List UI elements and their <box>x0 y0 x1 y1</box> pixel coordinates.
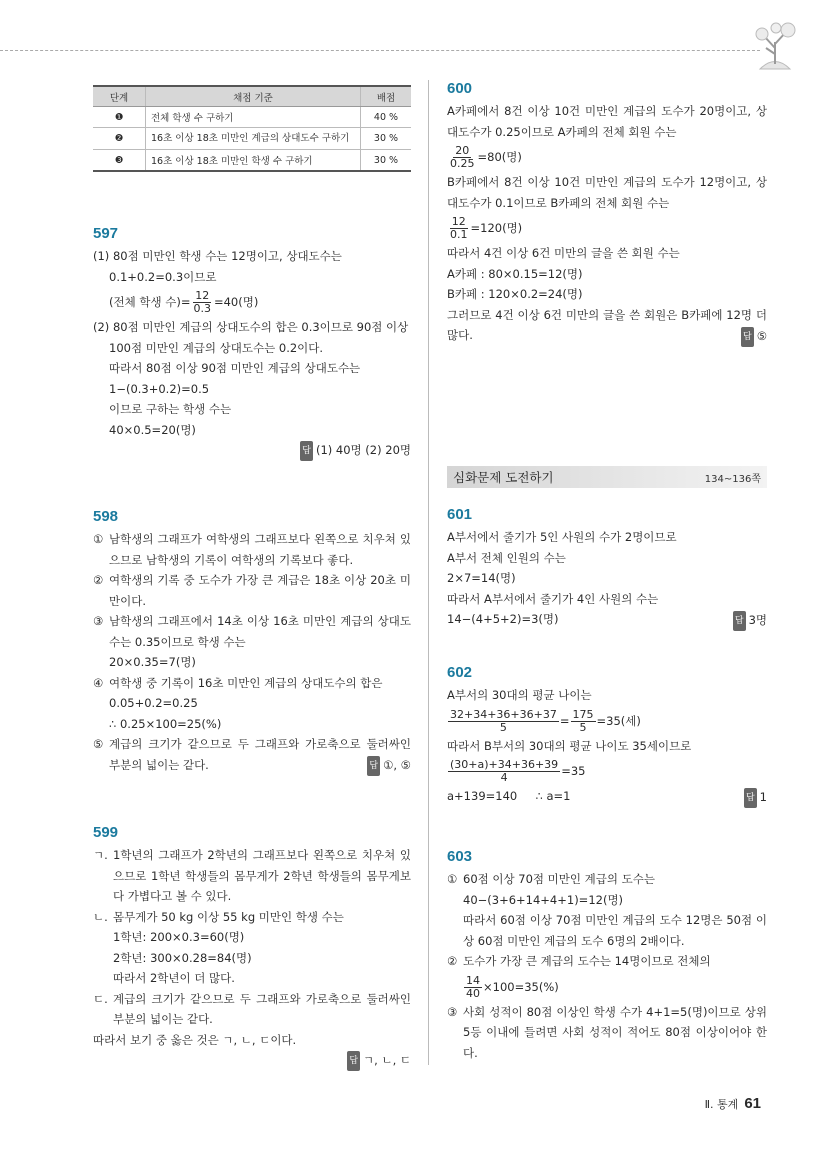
answer-badge: 답 <box>300 441 313 461</box>
problem-number: 597 <box>93 225 119 242</box>
solution-line: (2) 80점 미만인 계급의 상대도수의 합은 0.3이므로 90점 이상 <box>93 320 409 334</box>
list-item <box>93 611 411 652</box>
item-marker: ⑤ <box>93 737 104 751</box>
denominator: 0.25 <box>450 157 475 170</box>
expr-text: =40(명) <box>213 295 259 309</box>
answer <box>447 326 767 347</box>
table-cell: 40 % <box>361 107 412 128</box>
list-item <box>93 989 411 1030</box>
section-header <box>447 466 767 488</box>
item-marker: ㄴ. <box>93 909 108 924</box>
denominator: 0.1 <box>450 228 468 241</box>
answer-text: ①, ⑤ <box>383 758 411 772</box>
item-marker: ④ <box>93 675 104 690</box>
expr-text: =80(명) <box>477 150 522 164</box>
solution-line <box>447 756 767 786</box>
solution-line: 100점 미만인 계급의 상대도수는 0.2이다. <box>109 340 324 355</box>
table-cell: 16초 이상 18초 미만인 학생 수 구하기 <box>146 150 361 172</box>
list-item <box>93 734 411 775</box>
item-text: 계급의 크기가 같으므로 두 그래프와 가로축으로 둘러싸인 부분의 넓이는 같다. <box>109 737 411 772</box>
fraction <box>448 759 560 784</box>
item-text: 1학년의 그래프가 2학년의 그래프보다 왼쪽으로 치우쳐 있으므로 1학년 학생들의 몸무게가 2학년 학생들의 몸무게보다 가볍다고 볼 수 있다. <box>113 848 411 903</box>
fraction <box>448 145 477 170</box>
solution-line: 1−(0.3+0.2)=0.5 <box>109 381 210 396</box>
list-item <box>447 869 767 890</box>
solution-line: 따라서 2학년이 더 많다. <box>113 971 235 985</box>
solution-line: A부서 전체 인원의 수는 <box>447 550 566 565</box>
solution-line <box>447 142 767 172</box>
solution-line: B카페에서 8건 이상 10건 미만인 계급의 도수가 12명이고, 상대도수가 0.1이므로 B카페의 전체 회원 수는 <box>447 175 767 210</box>
item-text: 도수가 가장 큰 계급의 도수는 14명이므로 전체의 <box>463 954 711 968</box>
solution-line: 1학년: 200×0.3=60(명) <box>113 930 245 944</box>
item-marker: ③ <box>93 614 104 628</box>
fraction <box>448 216 470 241</box>
answer-text: (1) 40명 (2) 20명 <box>315 443 411 457</box>
fraction <box>464 975 482 1000</box>
problem-number: 600 <box>447 80 473 97</box>
tree-illustration-icon <box>740 14 810 74</box>
numerator: 175 <box>572 707 594 721</box>
solution-line <box>93 287 411 317</box>
answer <box>93 440 411 461</box>
item-text: 60점 이상 70점 미만인 계급의 도수는 <box>463 872 655 886</box>
answer-text: 3명 <box>748 612 767 627</box>
fraction <box>571 709 596 734</box>
denominator: 5 <box>579 720 587 734</box>
list-item <box>93 529 411 570</box>
solution-line: 20×0.35=7(명) <box>109 655 196 669</box>
table-header: 단계 <box>93 86 146 107</box>
solution-line <box>447 706 767 736</box>
table-cell: ❷ <box>93 128 146 150</box>
list-item <box>93 907 411 928</box>
solution-line: ∴ 0.25×100=25(%) <box>109 716 222 731</box>
item-marker: ① <box>447 872 458 886</box>
item-text: 남학생의 그래프가 여학생의 그래프보다 왼쪽으로 치우쳐 있으므로 남학생의 기록이 여학생의 기록보다 좋다. <box>109 532 411 567</box>
item-text: 몸무게가 50 kg 이상 55 kg 미만인 학생 수는 <box>113 909 344 924</box>
problem-597 <box>93 225 411 461</box>
table-header: 배점 <box>361 86 412 107</box>
table-row <box>93 150 411 172</box>
fraction <box>448 709 559 734</box>
list-item <box>447 951 767 972</box>
solution-line: 40−(3+6+14+4+1)=12(명) <box>463 892 624 907</box>
problem-602 <box>447 664 767 808</box>
expr-text: =35(세) <box>596 713 641 728</box>
header-rule <box>0 50 760 51</box>
numerator: 14 <box>466 973 480 987</box>
answer-badge: 답 <box>733 611 746 631</box>
answer-text: ㄱ, ㄴ, ㄷ <box>363 1053 411 1067</box>
denominator: 0.3 <box>193 302 211 315</box>
answer-badge: 답 <box>741 327 754 347</box>
solution-line: 0.1+0.2=0.3이므로 <box>109 269 217 284</box>
table-cell: ❶ <box>93 107 146 128</box>
problem-601 <box>447 506 767 631</box>
solution-line: 0.05+0.2=0.25 <box>109 696 198 710</box>
solution-line <box>447 213 767 243</box>
list-item <box>93 570 411 611</box>
list-item <box>447 1002 767 1064</box>
item-marker: ③ <box>447 1004 458 1019</box>
table-header: 채점 기준 <box>146 86 361 107</box>
problem-number: 598 <box>93 508 119 525</box>
solution-line: 따라서 4건 이상 6건 미만의 글을 쓴 회원 수는 <box>447 246 680 260</box>
column-divider <box>428 80 429 1065</box>
solution-line: a+139=140 ∴ a=1 <box>447 789 571 803</box>
solution-line: A카페에서 8건 이상 10건 미만인 계급의 도수가 20명이고, 상대도수가 0.25이므로 A카페의 전체 회원 수는 <box>447 104 767 139</box>
item-text: 계급의 크기가 같으므로 두 그래프와 가로축으로 둘러싸인 부분의 넓이는 같다. <box>113 991 411 1026</box>
table-cell: 전체 학생 수 구하기 <box>146 107 361 128</box>
item-marker: ② <box>447 954 458 968</box>
denominator: 4 <box>500 771 508 784</box>
problem-599 <box>93 824 411 1071</box>
expr-text: =120(명) <box>470 221 523 235</box>
answer-text: ⑤ <box>756 328 767 343</box>
item-marker: ① <box>93 532 104 546</box>
problem-number: 601 <box>447 506 473 523</box>
answer-badge: 답 <box>367 756 380 776</box>
item-text: 남학생의 그래프에서 14초 이상 16초 미만인 계급의 상대도수는 0.35이므로 학생 수는 <box>109 614 411 649</box>
problem-603 <box>447 848 767 1063</box>
table-cell: 30 % <box>361 150 412 172</box>
solution-line: 2학년: 300×0.28=84(명) <box>113 950 252 965</box>
numerator: 12 <box>195 289 210 302</box>
answer-badge: 답 <box>744 788 757 808</box>
table-cell: 30 % <box>361 128 412 150</box>
page-footer <box>705 1095 761 1112</box>
chapter-label: Ⅱ. 통계 <box>704 1098 739 1111</box>
numerator: 20 <box>455 144 470 157</box>
item-marker: ② <box>93 573 104 587</box>
page-number: 61 <box>744 1095 761 1112</box>
solution-line: A카페 : 80×0.15=12(명) <box>447 266 583 281</box>
item-text: 여학생의 기록 중 도수가 가장 큰 계급은 18초 이상 20초 미만이다. <box>109 573 411 608</box>
table-cell: 16초 이상 18초 미만인 계급의 상대도수 구하기 <box>146 128 361 150</box>
solution-line: 2×7=14(명) <box>447 571 516 585</box>
problem-number: 602 <box>447 664 473 681</box>
problem-600 <box>447 80 767 347</box>
solution-line: B카페 : 120×0.2=24(명) <box>447 287 583 301</box>
expr-text: = <box>559 713 570 728</box>
solution-line: 따라서 A부서에서 줄기가 4인 사원의 수는 <box>447 591 659 606</box>
numerator: (30+a)+34+36+39 <box>450 758 559 771</box>
expr-text: =35 <box>561 764 586 778</box>
problem-number: 599 <box>93 824 119 841</box>
list-item <box>93 673 411 694</box>
fraction <box>191 290 213 315</box>
solution-line: 따라서 80점 이상 90점 미만인 계급의 상대도수는 <box>109 361 361 375</box>
table-cell: ❸ <box>93 150 146 172</box>
expr-text: (전체 학생 수)= <box>109 295 191 309</box>
solution-line <box>447 972 767 1002</box>
solution-line: 따라서 B부서의 30대의 평균 나이도 35세이므로 <box>447 738 692 753</box>
solution-line: 이므로 구하는 학생 수는 <box>109 402 232 416</box>
list-item <box>93 845 411 907</box>
solution-line: 40×0.5=20(명) <box>109 422 196 437</box>
item-marker: ㄷ. <box>93 991 108 1006</box>
problem-598 <box>93 508 411 776</box>
denominator: 40 <box>466 986 480 1000</box>
table-row <box>93 128 411 150</box>
table-row <box>93 107 411 128</box>
item-text: 여학생 중 기록이 16초 미만인 계급의 상대도수의 합은 <box>109 675 383 690</box>
solution-line: 그러므로 4건 이상 6건 미만의 글을 쓴 회원은 B카페에 12명 더 많다. <box>447 307 767 342</box>
denominator: 5 <box>499 720 507 734</box>
expr-text: ×100=35(%) <box>483 979 559 994</box>
section-pages: 134~136쪽 <box>704 473 761 485</box>
solution-line: 따라서 60점 이상 70점 미만인 계급의 도수 12명은 50점 이상 60점 미만인 계급의 도수 6명의 2배이다. <box>463 913 767 948</box>
problem-number: 603 <box>447 848 473 865</box>
item-text: 사회 성적이 80점 이상인 학생 수가 4+1=5(명)이므로 상위 5등 이내에 들려면 사회 성적이 적어도 80점 이상이어야 한다. <box>463 1004 767 1060</box>
numerator: 32+34+36+36+37 <box>450 707 557 721</box>
numerator: 12 <box>451 215 466 228</box>
answer-text: 1 <box>759 789 767 804</box>
solution-line: A부서의 30대의 평균 나이는 <box>447 688 592 702</box>
solution-line: A부서에서 줄기가 5인 사원의 수가 2명이므로 <box>447 530 677 544</box>
answer <box>93 1050 411 1071</box>
solution-line: (1) 80점 미만인 학생 수는 12명이고, 상대도수는 <box>93 249 342 263</box>
section-title: 심화문제 도전하기 <box>453 470 554 485</box>
item-marker: ㄱ. <box>93 848 108 862</box>
grading-table <box>93 85 411 172</box>
solution-line: 14−(4+5+2)=3(명) <box>447 612 559 626</box>
answer-badge: 답 <box>347 1051 360 1071</box>
solution-line: 따라서 보기 중 옳은 것은 ㄱ, ㄴ, ㄷ이다. <box>93 1032 297 1047</box>
